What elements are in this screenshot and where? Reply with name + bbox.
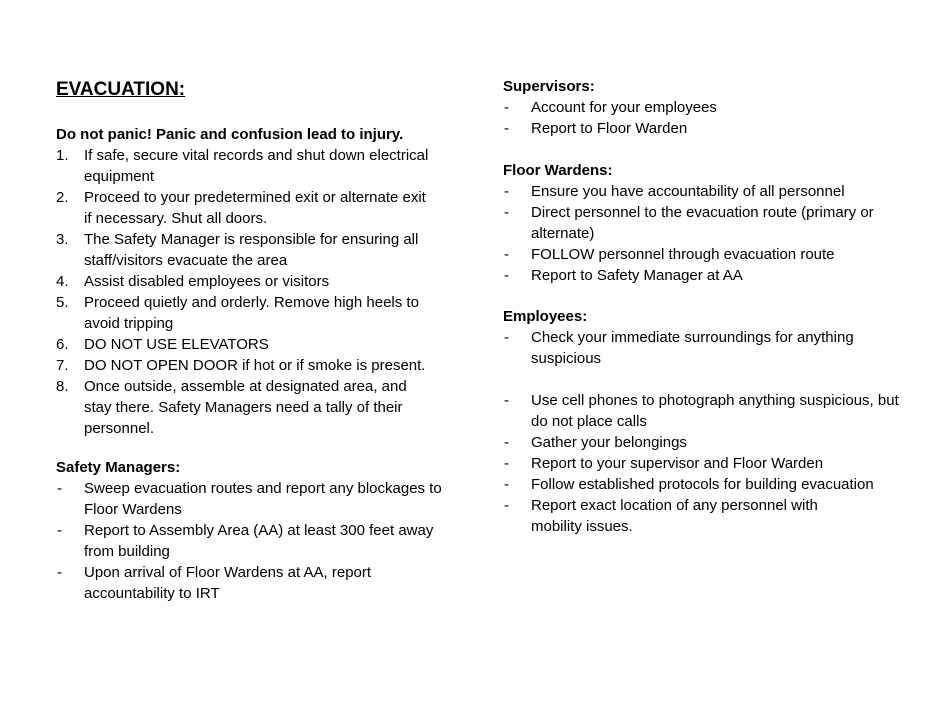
supervisors-list [503,97,903,139]
list-item-text: Upon arrival of Floor Wardens at AA, report accountability to IRT [84,564,372,602]
dash-marker: - [504,204,509,221]
list-item-text: Gather your belongings [531,434,687,451]
dash-marker: - [504,120,509,137]
dash-marker: - [57,522,62,539]
list-item [503,244,903,265]
list-item-text: Check your immediate surroundings for anything suspicious [531,329,854,367]
step-text: If safe, secure vital records and shut down electrical equipment [84,147,429,185]
list-item [56,229,456,271]
list-item-text: Account for your employees [531,99,717,116]
list-item [503,474,903,495]
list-item [503,432,903,453]
dash-marker: - [57,480,62,497]
step-number: 4. [56,273,69,290]
safety-managers-list [56,478,456,604]
dash-marker: - [504,476,509,493]
list-item-text: Direct personnel to the evacuation route (primary or alternate) [531,204,874,242]
list-item-text: Report to Assembly Area (AA) at least 300 feet away from building [84,522,434,560]
dash-marker: - [504,455,509,472]
dash-marker: - [504,246,509,263]
list-item-text: Report exact location of any personnel with mobility issues. [531,497,818,535]
page-title: EVACUATION: [56,79,186,100]
floor-wardens-heading: Floor Wardens: [503,162,613,179]
floor-wardens-section [503,160,903,286]
dash-marker: - [504,392,509,409]
list-item-text: Sweep evacuation routes and report any blockages to Floor Wardens [84,480,442,518]
dash-marker: - [504,434,509,451]
list-item-text: Use cell phones to photograph anything suspicious, but do not place calls [531,392,899,430]
supervisors-section [503,76,903,139]
step-text: Assist disabled employees or visitors [84,273,330,290]
list-item [56,355,456,376]
list-item [503,97,903,118]
evacuation-steps-list [56,145,456,439]
employees-section [503,306,903,537]
dash-marker: - [57,564,62,581]
list-item [503,118,903,139]
list-item [56,376,456,439]
step-text: The Safety Manager is responsible for ensuring all staff/visitors evacuate the area [84,231,419,269]
list-item [56,145,456,187]
safety-managers-heading: Safety Managers: [56,459,181,476]
employees-list [503,327,903,537]
step-text: Once outside, assemble at designated area, and stay there. Safety Managers need a tally of their personnel. [84,378,407,437]
list-item [56,187,456,229]
step-number: 6. [56,336,69,353]
evacuation-steps-section [56,124,456,439]
list-item [503,181,903,202]
step-number: 7. [56,357,69,374]
list-item [503,453,903,474]
list-item [503,265,903,286]
step-number: 5. [56,294,69,311]
list-item [503,202,903,244]
list-item [56,520,456,562]
step-text: Proceed quietly and orderly. Remove high heels to avoid tripping [84,294,419,332]
list-item [56,478,456,520]
employees-heading: Employees: [503,308,588,325]
step-text: Proceed to your predetermined exit or alternate exit if necessary. Shut all doors. [84,189,426,227]
dash-marker: - [504,99,509,116]
list-item [56,271,456,292]
step-number: 1. [56,147,69,164]
dash-marker: - [504,267,509,284]
list-item-text: Ensure you have accountability of all personnel [531,183,845,200]
dash-marker: - [504,497,509,514]
dash-marker: - [504,183,509,200]
dash-marker: - [504,329,509,346]
list-item-text: Follow established protocols for building evacuation [531,476,874,493]
safety-managers-section [56,457,456,604]
step-text: DO NOT USE ELEVATORS [84,336,269,353]
list-item-text: Report to Floor Warden [531,120,688,137]
list-item [503,327,903,369]
step-number: 8. [56,378,69,395]
list-item-text: FOLLOW personnel through evacuation route [531,246,835,263]
supervisors-heading: Supervisors: [503,78,595,95]
floor-wardens-list [503,181,903,286]
list-item [503,390,903,432]
list-item [56,292,456,334]
intro-heading: Do not panic! Panic and confusion lead to injury. [56,126,404,143]
list-item [503,495,903,537]
list-item-text: Report to Safety Manager at AA [531,267,743,284]
step-number: 3. [56,231,69,248]
step-text: DO NOT OPEN DOOR if hot or if smoke is present. [84,357,426,374]
list-item [56,562,456,604]
spacer [503,369,903,390]
step-number: 2. [56,189,69,206]
list-item [56,334,456,355]
list-item-text: Report to your supervisor and Floor Warden [531,455,824,472]
